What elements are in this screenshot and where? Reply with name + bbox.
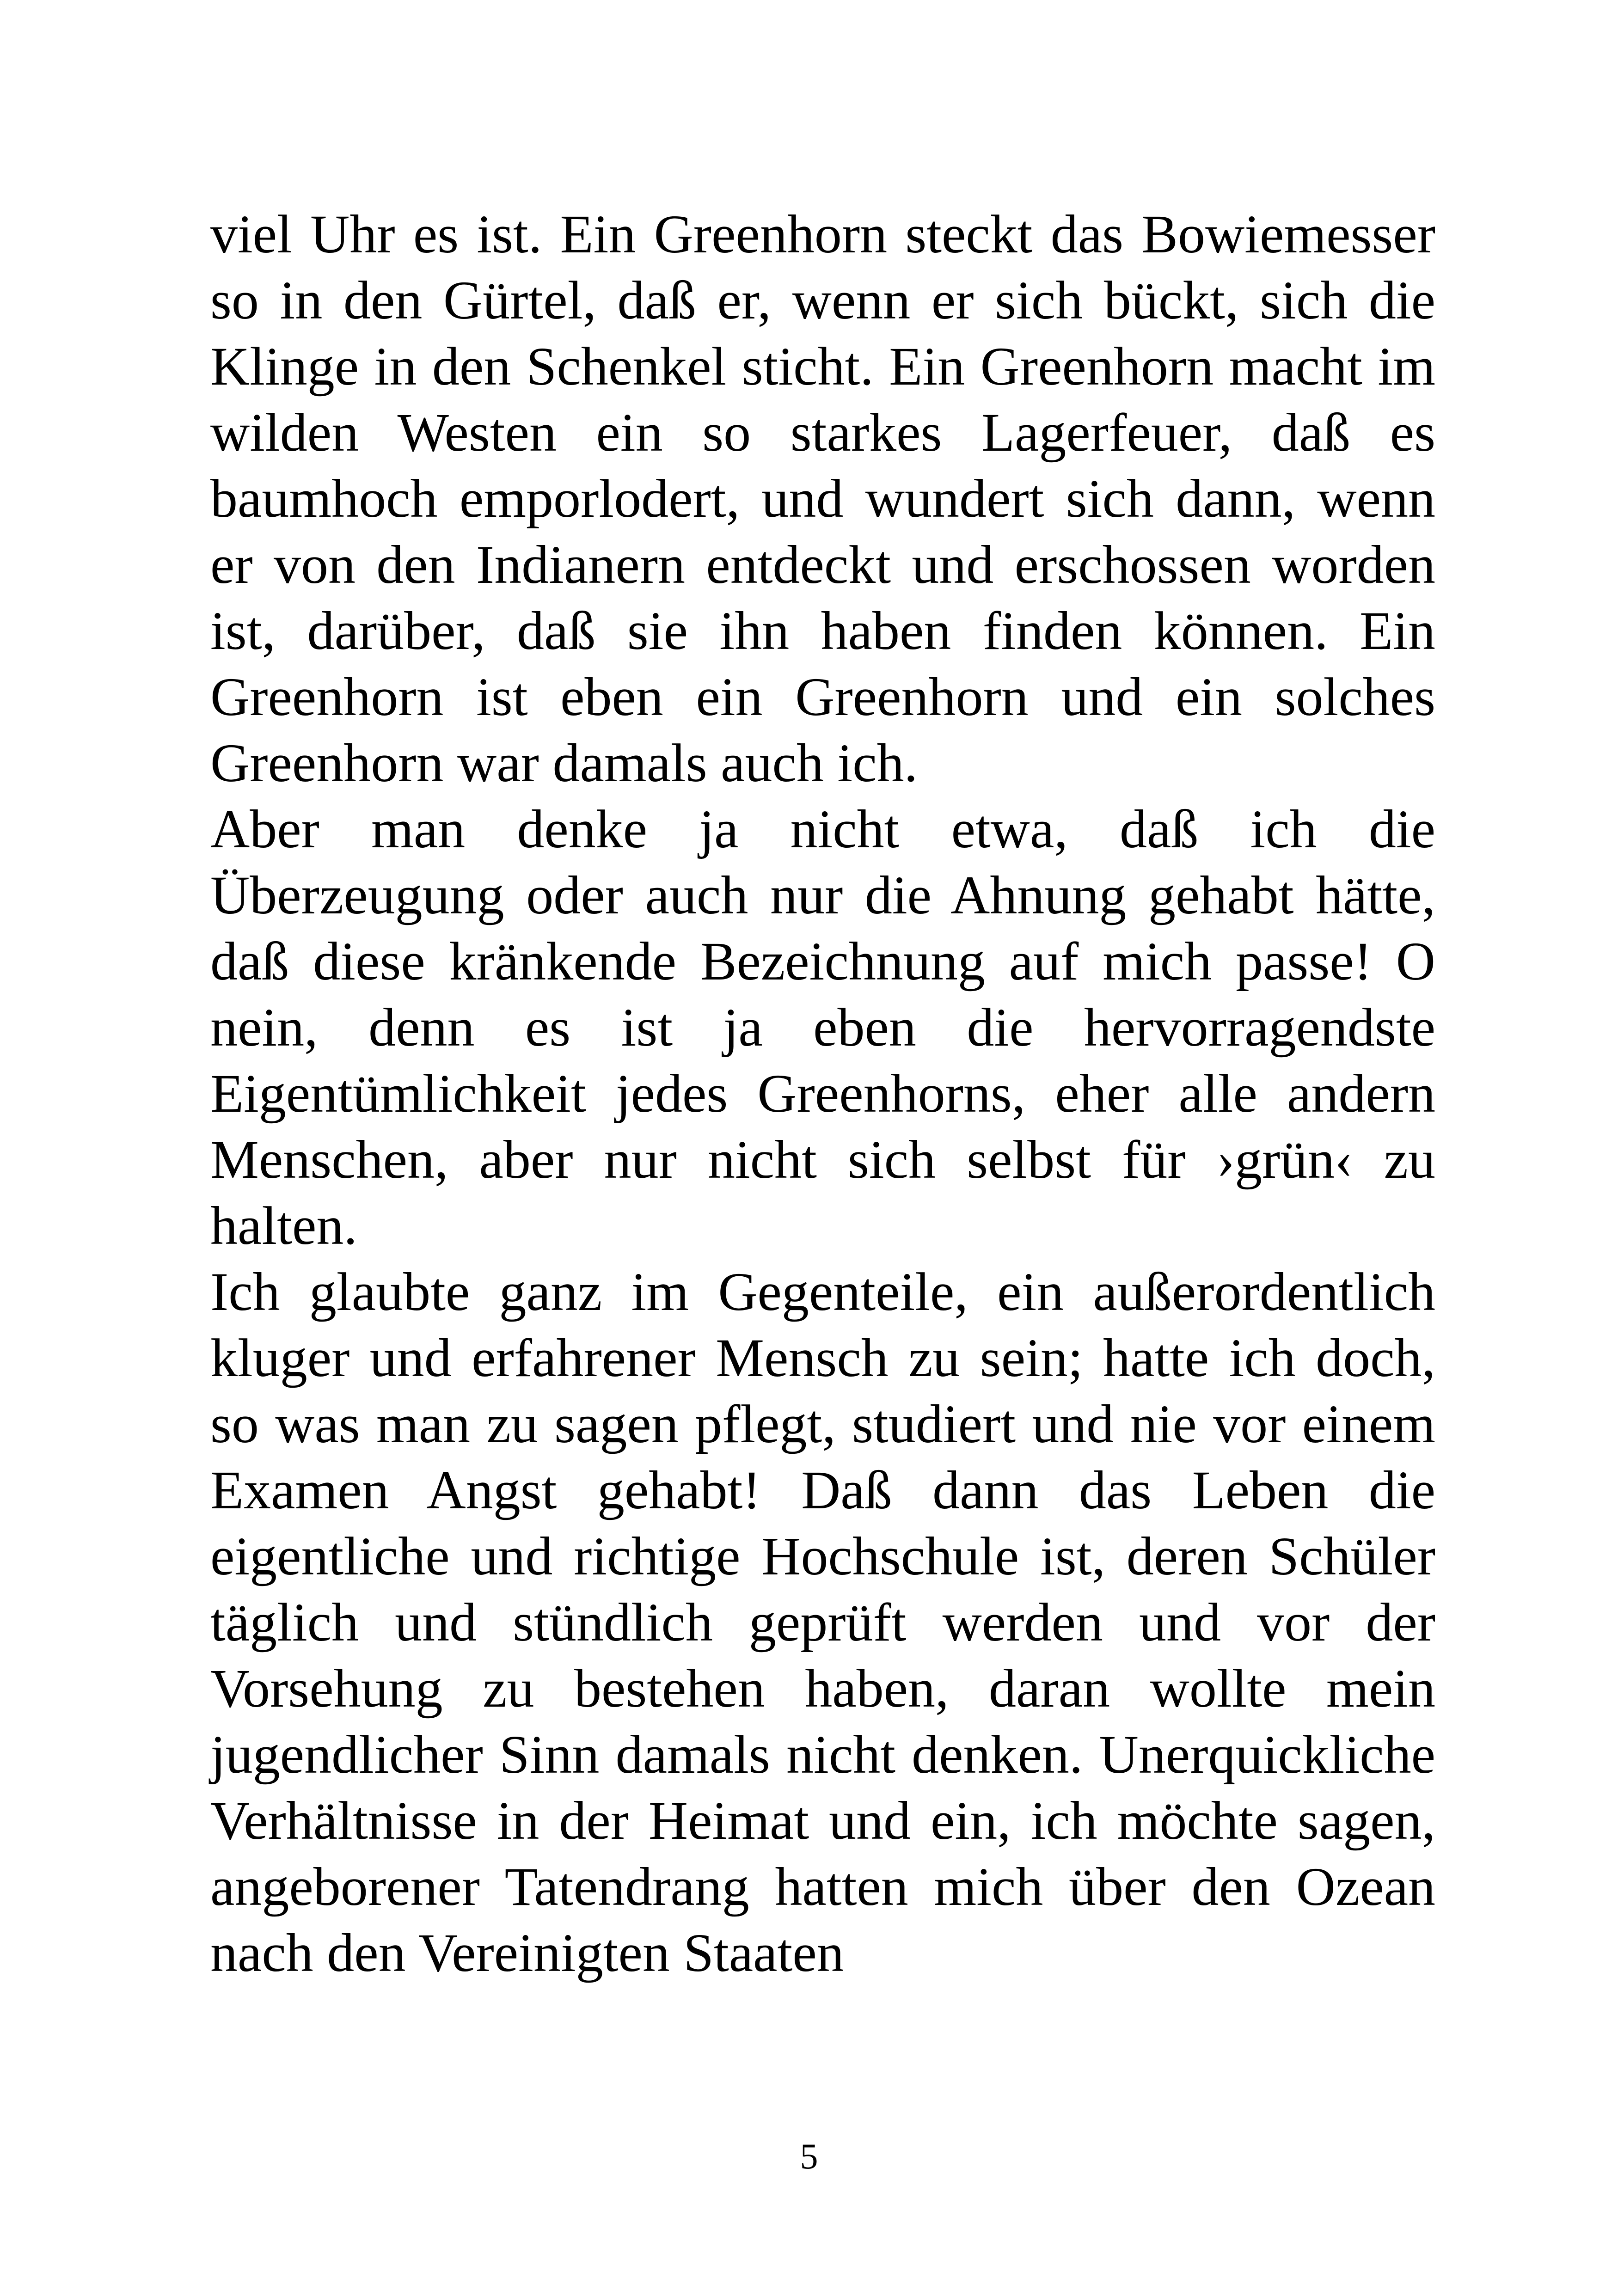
body-text	[210, 201, 1435, 1986]
page-number: 5	[800, 2136, 818, 2176]
paragraph-1: viel Uhr es ist. Ein Greenhorn steckt das Bowiemesser so in den Gürtel, daß er, wenn er sich bückt, sich die Klinge in den Schenkel sticht. Ein Greenhorn macht im wilden Westen ein so starkes Lagerfeuer, daß es baumhoch emporlodert, und wundert sich dann, wenn er von den Indianern entdeckt und erschossen worden ist, darüber, daß sie ihn haben finden können. Ein Greenhorn ist eben ein Greenhorn und ein solches Greenhorn war damals auch ich.	[210, 204, 1435, 793]
paragraph-3: Ich glaubte ganz im Gegenteile, ein außerordentlich kluger und erfahrener Mensch zu sein; hatte ich doch, so was man zu sagen pflegt, studiert und nie vor einem Examen Angst gehabt! Daß dann das Leben die eigentliche und richtige Hochschule ist, deren Schüler täglich und stündlich geprüft werden und vor der Vorsehung zu bestehen haben, daran wollte mein jugendlicher Sinn damals nicht denken. Unerquickliche Verhältnisse in der Heimat und ein, ich möchte sagen, angeborener Tatendrang hatten mich über den Ozean nach den Vereinigten Staaten	[210, 1261, 1435, 1983]
paragraph-2: Aber man denke ja nicht etwa, daß ich die Überzeugung oder auch nur die Ahnung gehabt hätte, daß diese kränkende Bezeichnung auf mich passe! O nein, denn es ist ja eben die hervorragendste Eigentümlichkeit jedes Greenhorns, eher alle andern Menschen, aber nur nicht sich selbst für ›grün‹ zu halten.	[210, 799, 1435, 1256]
